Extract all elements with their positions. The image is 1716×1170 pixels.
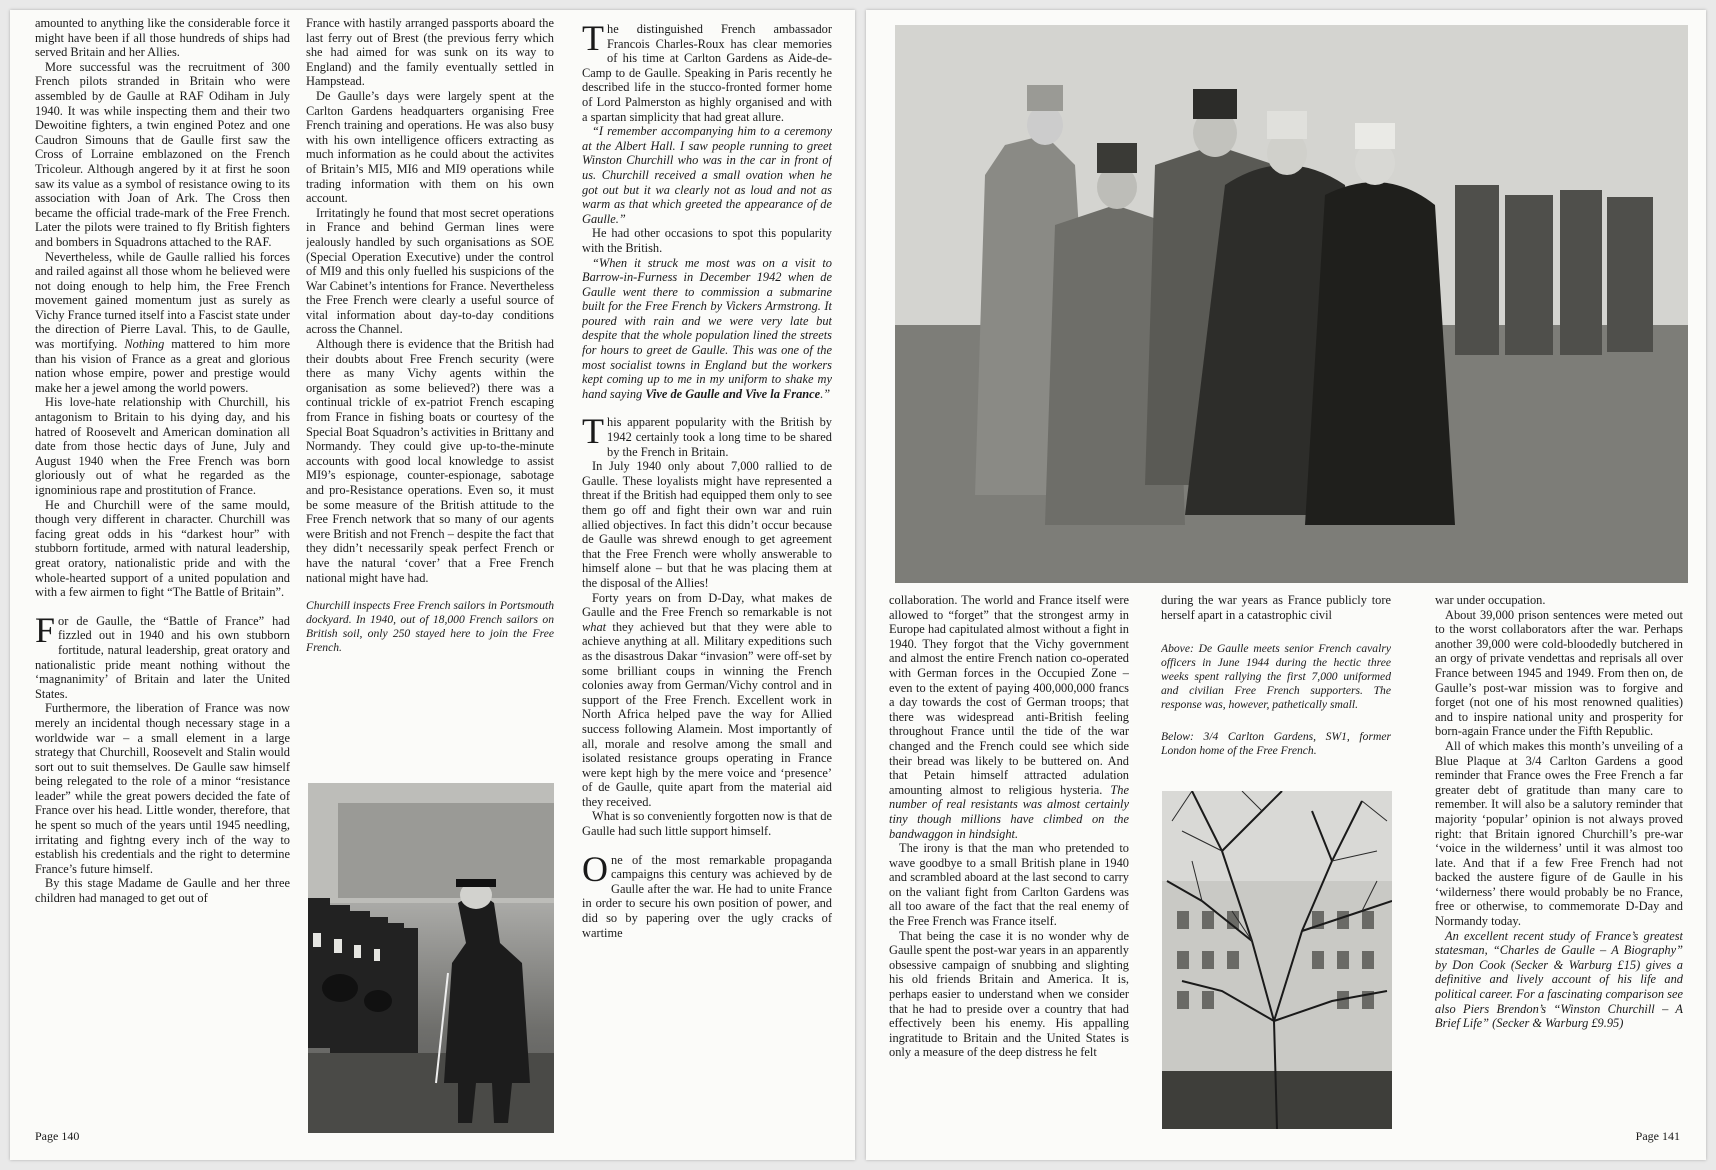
quote: “When it struck me most was on a visit to Barrow-in-Furness in December 1942 when de Gaulle went there to commission a submarine built for the Free French by Vickers Armstrong. It poured with rain and we were very late but despite that the whole population lined the streets for hours to greet de Gaulle. This was one of the most socialist towns in England but the workers kept coming up to me in my uniform to shake my hand saying Vive de Gaulle and Vive la France.”	[582, 255, 832, 401]
emphasis: what	[582, 619, 607, 634]
paragraph: Nevertheless, while de Gaulle rallied his forces and railed against all those whom he believed were not doing enough to help him, the Free French movement gained momentum just as surely as Vichy France turned itself into a Fascist state under the direction of Pierre Laval. This, to de Gaulle, was mortifying. Nothing mattered to him more than his vision of France as a great and glorious nation whose empire, power and prestige would make her a jewel among the world powers.	[35, 249, 290, 395]
paragraph-dropcap: One of the most remarkable propaganda campaigns this century was achieved by de Gaulle after the war. He had to unite France in order to secure his own position of power, and did so by papering over the ugly cracks of wartime	[582, 848, 832, 940]
paragraph-dropcap: This apparent popularity with the British by 1942 certainly took a long time to be shared by the French in Britain.	[582, 411, 832, 459]
paragraph: collaboration. The world and France itself were allowed to “forget” that the strongest army in Europe had capitulated almost without a fight in 1940. They forgot that the Vichy government and almost the entire French nation co-operated with German forces in the Occupied Zone – even to the extent of paying 400,000,000 francs a day towards the cost of German troops; that there was widespread anti-British feeling throughout France until the tide of the war changed and the French could see which side their bread was likely to be buttered on. And that Petain himself attracted adulation amounting almost to religious hysteria. The number of real resistants was almost certainly tiny though millions have climbed on the bandwaggon in hindsight.	[889, 593, 1129, 841]
paragraph: The irony is that the man who pretended to wave goodbye to a small British plane in 1940 and scrambled aboard at the last second to carry on the valiant fight from Carlton Gardens was all too aware of the fact that the real enemy of the Free French was France itself.	[889, 841, 1129, 929]
paragraph: Forty years on from D-Day, what makes de Gaulle and the Free French so remarkable is not what they achieved but that they were able to achieve anything at all. Military expeditions such as the disastrous Dakar “invasion” were off-set by some brilliant coups in winning the French colonies away from German/Vichy control and in support of the Free French. Excellent work in North Africa helped pave the way for Allied success following Alamein. Most importantly of all, morale and resolve among the small and isolated resistance groups operating in France were kept high by the mere voice and ‘presence’ of de Gaulle, quite apart from the material aid they received.	[582, 590, 832, 809]
paragraph-dropcap: The distinguished French ambassador Francois Charles-Roux has clear memories of his time at Carlton Gardens as Aide-de-Camp to de Gaulle. Speaking in Paris recently he described life in the stucco-fronted former home of Lord Palmerston as highly organised and with a spartan simplicity that had great allure.	[582, 22, 832, 124]
photo-churchill-inspecting-sailors	[308, 783, 554, 1133]
paragraph: He had other occasions to spot this popularity with the British.	[582, 226, 832, 255]
paragraph: Irritatingly he found that most secret operations in France and behind German lines were jealously handled by such organisations as SOE (Special Operation Executive) under the control of MI9 and this only fuelled his suspicions of the War Cabinet’s intentions for France. Nevertheless the Free French were clearly a useful source of vital information about day-to-day conditions across the Channel.	[306, 205, 554, 337]
emphasis: The number of real resistants was almost certainly tiny though millions have climbed on the bandwaggon in hindsight.	[889, 782, 1129, 841]
paragraph: More successful was the recruitment of 300 French pilots stranded in Britain who were assembled by de Gaulle at RAF Odiham in July 1940. It was while inspecting them and their two Dewoitine fighters, a twin engined Potez and one Caudron Simouns that de Gaulle first saw the Cross of Lorraine emblazoned on the French Tricoleur. Although angered by it at first he soon saw its value as a symbol of resistance owing to its association with Joan of Ark. The Cross then became the official trade-mark of the Free French. Later the pilots were trained to fly British fighters and bombers in Squadrons attached to the RAF.	[35, 59, 290, 249]
emphasis: Nothing	[124, 337, 165, 352]
paragraph: In July 1940 only about 7,000 rallied to de Gaulle. These loyalists might have represented a threat if the British had equipped them only to see them go off and fight their own war and ruin allied objectives. In fact this didn’t occur because de Gaulle was shrewd enough to get agreement that the Free French were wholly answerable to himself alone – but that he was placing them at the disposal of the Allies!	[582, 459, 832, 590]
paragraph: amounted to anything like the considerable force it might have been if all those hundreds of ships had served Britain and her Allies.	[35, 16, 290, 60]
paragraph: Furthermore, the liberation of France was now merely an incidental though necessary stage in a worldwide war – a small element in a large strategy that Churchill, Roosevelt and Stalin would sort out to suit themselves. De Gaulle saw himself being relegated to the role of a minor “resistance leader” while the great powers decided the fate of France over his head. Little wonder, therefore, that he spent so much of the years until 1945 needling, irritating and fightng every inch of the way to establish his credentials and the right to determine France’s future himself.	[35, 701, 290, 876]
paragraph: He and Churchill were of the same mould, though very different in character. Churchill was facing great odds in his “darkest hour” with stubborn fortitude, armed with natural leadership, great oratory, nationalistic pride and with the whole-hearted support of a united population and with a few airmen to fight “The Battle of Britain”.	[35, 497, 290, 600]
photo-illustration	[1162, 791, 1392, 1129]
paragraph: All of which makes this month’s unveiling of a Blue Plaque at 3/4 Carlton Gardens a good reminder that France owes the Free French a far greater debt of gratitude than many care to remember. It will also be a salutory reminder that majority ‘popular’ opinion is not always proved right: that Britain ignored Churchill’s pre-war ‘voice in the wilderness’ until it was almost too late. And that if a few Free French had not backed the austere figure of de Gaulle in his ‘wilderness’ there would probably be no France, free or otherwise, to commemorate D-Day and Normandy today.	[1435, 738, 1683, 929]
paragraph-dropcap: For de Gaulle, the “Battle of France” had fizzled out in 1940 and his own stubborn fortitude, natural leadership, great oratory and nationalistic pride meant nothing without the ‘magnanimity’ of Britain and later the United States.	[35, 609, 290, 701]
quote: “I remember accompanying him to a ceremony at the Albert Hall. I saw people running to greet Winston Churchill who was in the car in front of us. Churchill received a small ovation when he got out but it wa clearly not as loud and not as warm as that which greeted the appearance of de Gaulle.”	[582, 124, 832, 226]
page-number: Page 141	[1635, 1129, 1680, 1143]
paragraph: De Gaulle’s days were largely spent at the Carlton Gardens headquarters organising Free French training and operations. He was also busy with his own intelligence officers extracting as much information as he could about the activites of Britain’s MI5, MI6 and MI9 operations while trading information with them on his own account.	[306, 88, 554, 206]
paragraph: France with hastily arranged passports aboard the last ferry out of Brest (the previous ferry which she had aimed for was sunk on its way to England) and the family eventually settled in Hampstead.	[306, 16, 554, 89]
right-column-3	[1435, 593, 1683, 1153]
right-page	[866, 10, 1706, 1160]
right-column-1	[889, 593, 1129, 1153]
photo-illustration	[308, 783, 554, 1133]
photo-caption: Churchill inspects Free French sailors in Portsmouth dockyard. In 1940, out of 18,000 French sailors on British soil, only 250 stayed here to join the Free French.	[306, 599, 554, 655]
book-recommendation: An excellent recent study of France’s greatest statesman, “Charles de Gaulle – A Biography” by Don Cook (Secker & Warburg £15) gives a definitive and lively account of his life and political career. For a fascinating comparison see also Piers Brendon’s “Winston Churchill – A Brief Life” (Secker & Warburg £9.95)	[1435, 928, 1683, 1031]
paragraph: What is so conveniently forgotten now is that de Gaulle had such little support himself.	[582, 809, 832, 839]
paragraph: About 39,000 prison sentences were meted out to the worst collaborators after the war. Perhaps another 39,000 were cold-bloodedly butchered in an orgy of private vendettas and reprisals all over France between 1945 and 1949. From then on, de Gaulle’s post-war mission was to forgive and forget (not one of his most renowned qualities) and to inspire national unity and prosperity for born-again France under the Fifth Republic.	[1435, 607, 1683, 739]
paragraph: His love-hate relationship with Churchill, his antagonism to Britain to his dying day, and his hatred of Roosevelt and American domination all date from those hectic days of June, July and August 1940 when the Free French was born gloriously out of what he regarded as the ignominious rape and prostitution of France.	[35, 395, 290, 497]
paragraph: Although there is evidence that the British had their doubts about Free French security (were there as many Vichy agents within the organisation as some believed?) there was a continual trickle of ex-patriot French escaping from France in fishing boats or courtesy of the Special Boat Squadron’s activities in Brittany and Normandy. They could give up-to-the-minute accounts with good local knowledge to assist MI9’s espionage, counter-espionage, sabotage and pro-Resistance operations. Even so, it must be some measure of the British attitude to the Free French network that so many of our agents were British and not French – despite the fact that they didn’t necessarily speak perfect French or have the natural ‘cover’ that a Free French national might have had.	[306, 337, 554, 585]
left-column-3	[582, 22, 832, 1142]
photo-illustration	[895, 25, 1688, 583]
paragraph: By this stage Madame de Gaulle and her three children had managed to get out of	[35, 876, 290, 906]
photo-caption-below: Below: 3/4 Carlton Gardens, SW1, former London home of the Free French.	[1161, 730, 1391, 758]
left-page	[10, 10, 855, 1160]
paragraph: war under occupation.	[1435, 593, 1546, 607]
photo-carlton-gardens-building	[1162, 791, 1392, 1129]
photo-de-gaulle-with-officers	[895, 25, 1688, 583]
page-number: Page 140	[35, 1129, 80, 1143]
paragraph: during the war years as France publicly tore herself apart in a catastrophic civil	[1161, 593, 1391, 622]
photo-caption-above: Above: De Gaulle meets senior French cavalry officers in June 1944 during the hectic three weeks spent rallying the first 7,000 uniformed and civilian Free French supporters. The response was, however, pathetically small.	[1161, 642, 1391, 712]
paragraph: That being the case it is no wonder why de Gaulle spent the post-war years in an apparently obsessive campaign of snubbing and slighting his old friends Britain and America. It is, perhaps easier to understand when we consider that he had to preside over a country that had effectively been his enemy. His appalling ingratitude to Britain and the United States is only a measure of the deep distress he felt	[889, 928, 1129, 1060]
emphasis: Vive de Gaulle and Vive la France	[645, 386, 821, 401]
left-column-1	[35, 16, 290, 1136]
